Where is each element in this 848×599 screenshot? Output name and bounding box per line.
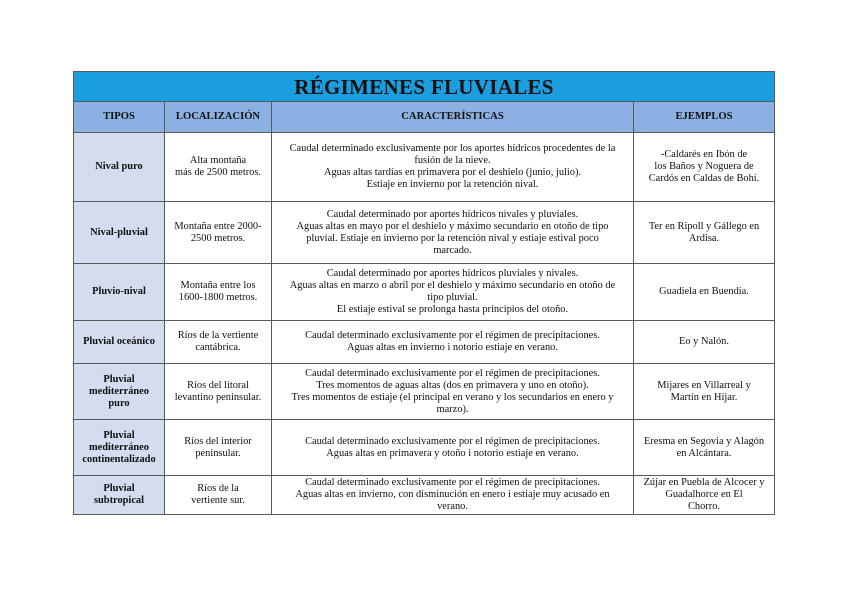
- cell-line: Ríos de la vertiente: [177, 330, 259, 341]
- cell-line: Nival-pluvial: [90, 226, 148, 238]
- table-row: [74, 364, 775, 420]
- cell-line: Cardós en Caldas de Bohí.: [648, 173, 760, 184]
- cell-line: Aguas altas tardías en primavera por el deshielo (junio, julio).: [323, 167, 582, 178]
- header-ejemplos: EJEMPLOS: [634, 102, 775, 133]
- cell-line: en Alcántara.: [676, 447, 732, 459]
- cell-line: Nival puro: [95, 161, 143, 172]
- cell-caracteristicas: [272, 133, 634, 202]
- cell-line: El estiaje estival se prolonga hasta principios del otoño.: [336, 304, 569, 315]
- cell-line: Caudal determinado exclusivamente por el régimen de precipitaciones.: [305, 477, 600, 488]
- cell-caracteristicas: [272, 420, 634, 476]
- cell-line: peninsular.: [195, 447, 241, 459]
- cell-ejemplos: [634, 202, 775, 264]
- table-row: [74, 202, 775, 264]
- header-caracteristicas: CARACTERÍSTICAS: [272, 102, 634, 133]
- cell-line: levantino peninsular.: [174, 391, 262, 403]
- cell-line: Ríos del interior: [184, 435, 252, 447]
- cell-line: Montaña entre 2000-: [174, 220, 262, 232]
- cell-tipo: [74, 202, 165, 264]
- cell-line: vertiente sur.: [191, 495, 245, 506]
- cell-line: Montaña entre los: [180, 280, 256, 291]
- cell-line: mediterráneo: [88, 441, 149, 453]
- table-title: RÉGIMENES FLUVIALES: [74, 72, 775, 102]
- cell-localizacion: [165, 202, 272, 264]
- cell-line: Pluvial: [103, 373, 135, 385]
- cell-line: Guadalhorce en El: [665, 489, 743, 500]
- cell-ejemplos: [634, 420, 775, 476]
- cell-localizacion: [165, 264, 272, 321]
- cell-line: Aguas altas en primavera y otoño i notorio estiaje en verano.: [326, 447, 579, 459]
- cell-line: tipo pluvial.: [427, 292, 478, 303]
- cell-line: Caudal determinado exclusivamente por el régimen de precipitaciones.: [305, 367, 600, 379]
- cell-ejemplos: [634, 133, 775, 202]
- cell-localizacion: [165, 420, 272, 476]
- cell-line: Pluvial: [103, 429, 135, 441]
- cell-caracteristicas: [272, 364, 634, 420]
- table-row: [74, 321, 775, 364]
- cell-line: Caudal determinado exclusivamente por los aportes hídricos procedentes de la: [289, 143, 616, 154]
- cell-line: Zújar en Puebla de Alcocer y: [643, 477, 765, 488]
- cell-line: Estiaje en invierno por la retención nival.: [366, 179, 539, 190]
- cell-line: puro: [108, 397, 130, 409]
- cell-line: Aguas altas en invierno i notorio estiaje en verano.: [347, 342, 558, 353]
- cell-line: 2500 metros.: [190, 232, 246, 244]
- cell-ejemplos: [634, 476, 775, 515]
- cell-line: Pluvial: [103, 483, 135, 494]
- cell-localizacion: [165, 133, 272, 202]
- cell-line: Caudal determinado exclusivamente por el régimen de precipitaciones.: [305, 435, 600, 447]
- cell-line: Mijares en Villarreal y: [657, 379, 751, 391]
- cell-line: Aguas altas en invierno, con disminución en enero i estiaje muy acusado en: [295, 489, 610, 500]
- cell-line: -Caldarés en Ibón de: [660, 149, 748, 160]
- cell-line: Ter en Ripoll y Gállego en: [648, 220, 760, 232]
- table-row: [74, 476, 775, 515]
- cell-tipo: [74, 420, 165, 476]
- table-row: [74, 420, 775, 476]
- cell-line: pluvial. Estiaje en invierno por la retención nival y estiaje estival poco: [306, 232, 599, 244]
- cell-tipo: [74, 264, 165, 321]
- regimenes-table: [73, 71, 775, 515]
- header-localizacion: LOCALIZACIÓN: [165, 102, 272, 133]
- cell-line: verano.: [437, 501, 468, 512]
- cell-line: Pluvio-nival: [92, 286, 146, 297]
- cell-line: Ardisa.: [688, 232, 720, 244]
- cell-line: Guadiela en Buendía.: [659, 286, 749, 297]
- cell-line: Tres momentos de aguas altas (dos en primavera y uno en otoño).: [316, 379, 589, 391]
- cell-line: mediterráneo: [88, 385, 149, 397]
- cell-line: más de 2500 metros.: [175, 167, 261, 178]
- cell-line: Tres momentos de estiaje (el principal en verano y los secundarios en enero y: [291, 391, 614, 403]
- cell-line: Caudal determinado por aportes hídricos pluviales y nivales.: [326, 268, 579, 279]
- cell-line: marcado.: [433, 244, 472, 256]
- cell-line: fusión de la nieve.: [414, 155, 491, 166]
- cell-line: Chorro.: [687, 501, 721, 512]
- cell-line: Martín en Híjar.: [670, 391, 738, 403]
- cell-caracteristicas: [272, 476, 634, 515]
- cell-line: los Baños y Noguera de: [654, 161, 754, 172]
- cell-caracteristicas: [272, 321, 634, 364]
- cell-caracteristicas: [272, 264, 634, 321]
- cell-line: Eresma en Segovia y Alagón: [643, 435, 765, 447]
- cell-localizacion: [165, 364, 272, 420]
- cell-line: Aguas altas en marzo o abril por el deshielo y máximo secundario en otoño de: [289, 280, 616, 291]
- cell-line: Ríos de la: [197, 483, 239, 494]
- cell-line: Pluvial oceánico: [83, 336, 155, 347]
- cell-ejemplos: [634, 264, 775, 321]
- cell-tipo: [74, 321, 165, 364]
- cell-caracteristicas: [272, 202, 634, 264]
- cell-tipo: [74, 476, 165, 515]
- cell-line: Ríos del litoral: [187, 379, 249, 391]
- cell-line: marzo).: [436, 403, 469, 415]
- cell-tipo: [74, 133, 165, 202]
- table-row: [74, 133, 775, 202]
- cell-line: Aguas altas en mayo por el deshielo y máximo secundario en otoño de tipo: [296, 220, 609, 232]
- cell-line: Eo y Nalón.: [679, 336, 729, 347]
- cell-line: 1600-1800 metros.: [178, 292, 258, 303]
- cell-tipo: [74, 364, 165, 420]
- cell-ejemplos: [634, 364, 775, 420]
- table-body: [74, 133, 775, 515]
- header-tipos: TIPOS: [74, 102, 165, 133]
- cell-line: Caudal determinado exclusivamente por el régimen de precipitaciones.: [305, 330, 600, 341]
- cell-localizacion: [165, 476, 272, 515]
- cell-line: subtropical: [93, 495, 145, 506]
- cell-line: continentalizado: [82, 453, 156, 465]
- cell-localizacion: [165, 321, 272, 364]
- table-row: [74, 264, 775, 321]
- cell-line: cantábrica.: [195, 342, 241, 353]
- cell-line: Alta montaña: [189, 155, 247, 166]
- cell-line: Caudal determinado por aportes hídricos nivales y pluviales.: [326, 208, 579, 220]
- cell-ejemplos: [634, 321, 775, 364]
